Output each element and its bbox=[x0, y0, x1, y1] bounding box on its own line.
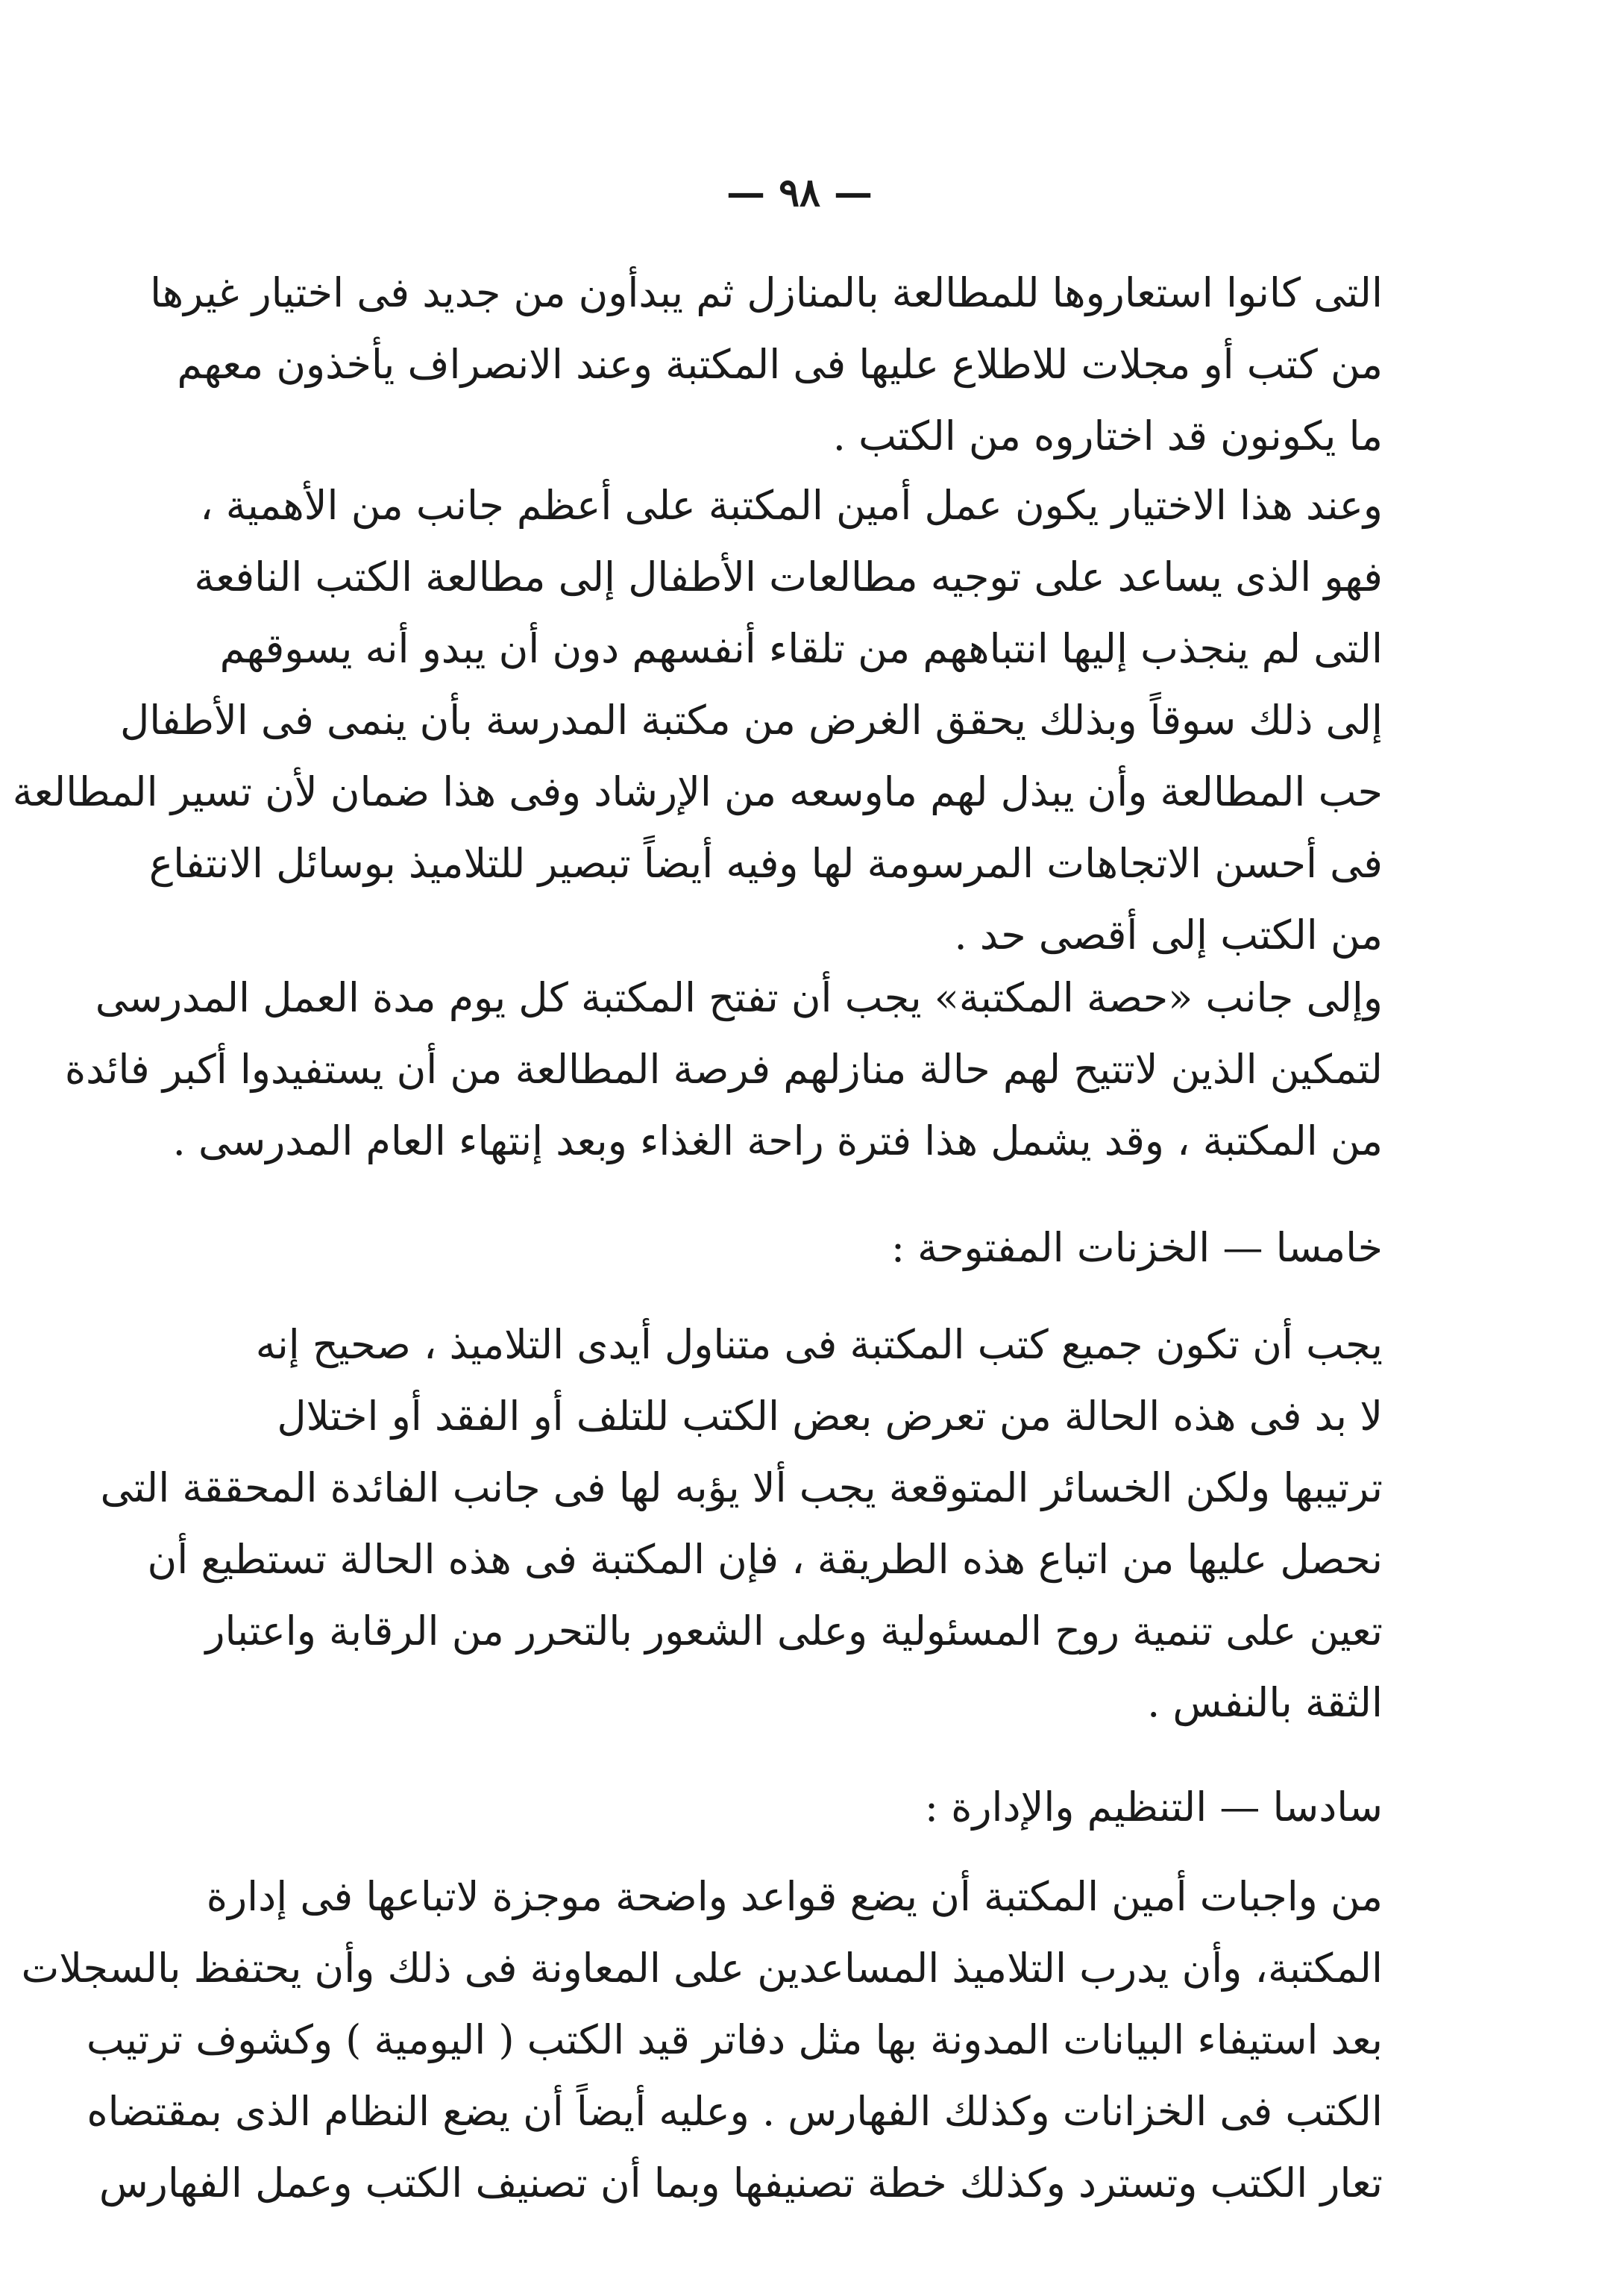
paragraph-line: ما يكونون قد اختاروه من الكتب . bbox=[832, 413, 1383, 459]
section-heading-sixth: سادسا — التنظيم والإدارة : bbox=[924, 1784, 1383, 1831]
paragraph-line: ترتيبها ولكن الخسائر المتوقعة يجب ألا يؤبه لها فى جانب الفائدة المحققة التى bbox=[100, 1464, 1383, 1511]
paragraph-line: من المكتبة ، وقد يشمل هذا فترة راحة الغذاء وبعد إنتهاء العام المدرسى . bbox=[172, 1117, 1383, 1164]
paragraph-line: لا بد فى هذه الحالة من تعرض بعض الكتب للتلف أو الفقد أو اختلال bbox=[277, 1393, 1383, 1440]
page-number: — ٩٨ — bbox=[726, 170, 873, 216]
paragraph-line: حب المطالعة وأن يبذل لهم ماوسعه من الإرشاد وفى هذا ضمان لأن تسير المطالعة bbox=[12, 768, 1383, 815]
paragraph-line: من الكتب إلى أقصى حد . bbox=[954, 912, 1383, 959]
paragraph-line: فى أحسن الاتجاهات المرسومة لها وفيه أيضاً تبصير للتلاميذ بوسائل الانتفاع bbox=[148, 840, 1383, 887]
paragraph-line: وإلى جانب «حصة المكتبة» يجب أن تفتح المكتبة كل يوم مدة العمل المدرسى bbox=[95, 974, 1383, 1021]
paragraph-4 bbox=[100, 1309, 1383, 1739]
section-heading-fifth: خامسا — الخزنات المفتوحة : bbox=[890, 1224, 1383, 1271]
paragraph-line: من واجبات أمين المكتبة أن يضع قواعد واضحة موجزة لاتباعها فى إدارة bbox=[206, 1873, 1383, 1920]
paragraph-line: تعار الكتب وتسترد وكذلك خطة تصنيفها وبما أن تصنيف الكتب وعمل الفهارس bbox=[98, 2159, 1383, 2206]
paragraph-line: التى لم ينجذب إليها انتباههم من تلقاء أنفسهم دون أن يبدو أنه يسوقهم bbox=[219, 625, 1383, 672]
paragraph-line: بعد استيفاء البيانات المدونة بها مثل دفاتر قيد الكتب ( اليومية ) وكشوف ترتيب bbox=[86, 2016, 1383, 2063]
paragraph-line: وعند هذا الاختيار يكون عمل أمين المكتبة على أعظم جانب من الأهمية ، bbox=[200, 482, 1383, 529]
paragraph-line: فهو الذى يساعد على توجيه مطالعات الأطفال إلى مطالعة الكتب النافعة bbox=[194, 553, 1383, 600]
paragraph-line: يجب أن تكون جميع كتب المكتبة فى متناول أيدى التلاميذ ، صحيح إنه bbox=[255, 1321, 1383, 1368]
paragraph-line: من كتب أو مجلات للاطلاع عليها فى المكتبة وعند الانصراف يأخذون معهم bbox=[177, 341, 1383, 388]
paragraph-line: الكتب فى الخزانات وكذلك الفهارس . وعليه أيضاً أن يضع النظام الذى بمقتضاه bbox=[87, 2088, 1383, 2135]
paragraph-line: تعين على تنمية روح المسئولية وعلى الشعور بالتحرر من الرقابة واعتبار bbox=[205, 1607, 1383, 1654]
paragraph-line: لتمكين الذين لاتتيح لهم حالة منازلهم فرصة المطالعة من أن يستفيدوا أكبر فائدة bbox=[64, 1046, 1383, 1093]
paragraph-line: الثقة بالنفس . bbox=[1147, 1679, 1383, 1726]
paragraph-line: المكتبة، وأن يدرب التلاميذ المساعدين على المعاونة فى ذلك وأن يحتفظ بالسجلات bbox=[21, 1945, 1383, 1992]
paragraph-line: نحصل عليها من اتباع هذه الطريقة ، فإن المكتبة فى هذه الحالة تستطيع أن bbox=[147, 1536, 1383, 1583]
paragraph-1 bbox=[150, 257, 1383, 472]
paragraph-line: التى كانوا استعاروها للمطالعة بالمنازل ثم يبدأون من جديد فى اختيار غيرها bbox=[150, 269, 1383, 316]
paragraph-3 bbox=[64, 962, 1383, 1177]
paragraph-line: إلى ذلك سوقاً وبذلك يحقق الغرض من مكتبة المدرسة بأن ينمى فى الأطفال bbox=[119, 697, 1383, 744]
paragraph-5 bbox=[21, 1861, 1383, 2219]
paragraph-2 bbox=[12, 470, 1383, 971]
